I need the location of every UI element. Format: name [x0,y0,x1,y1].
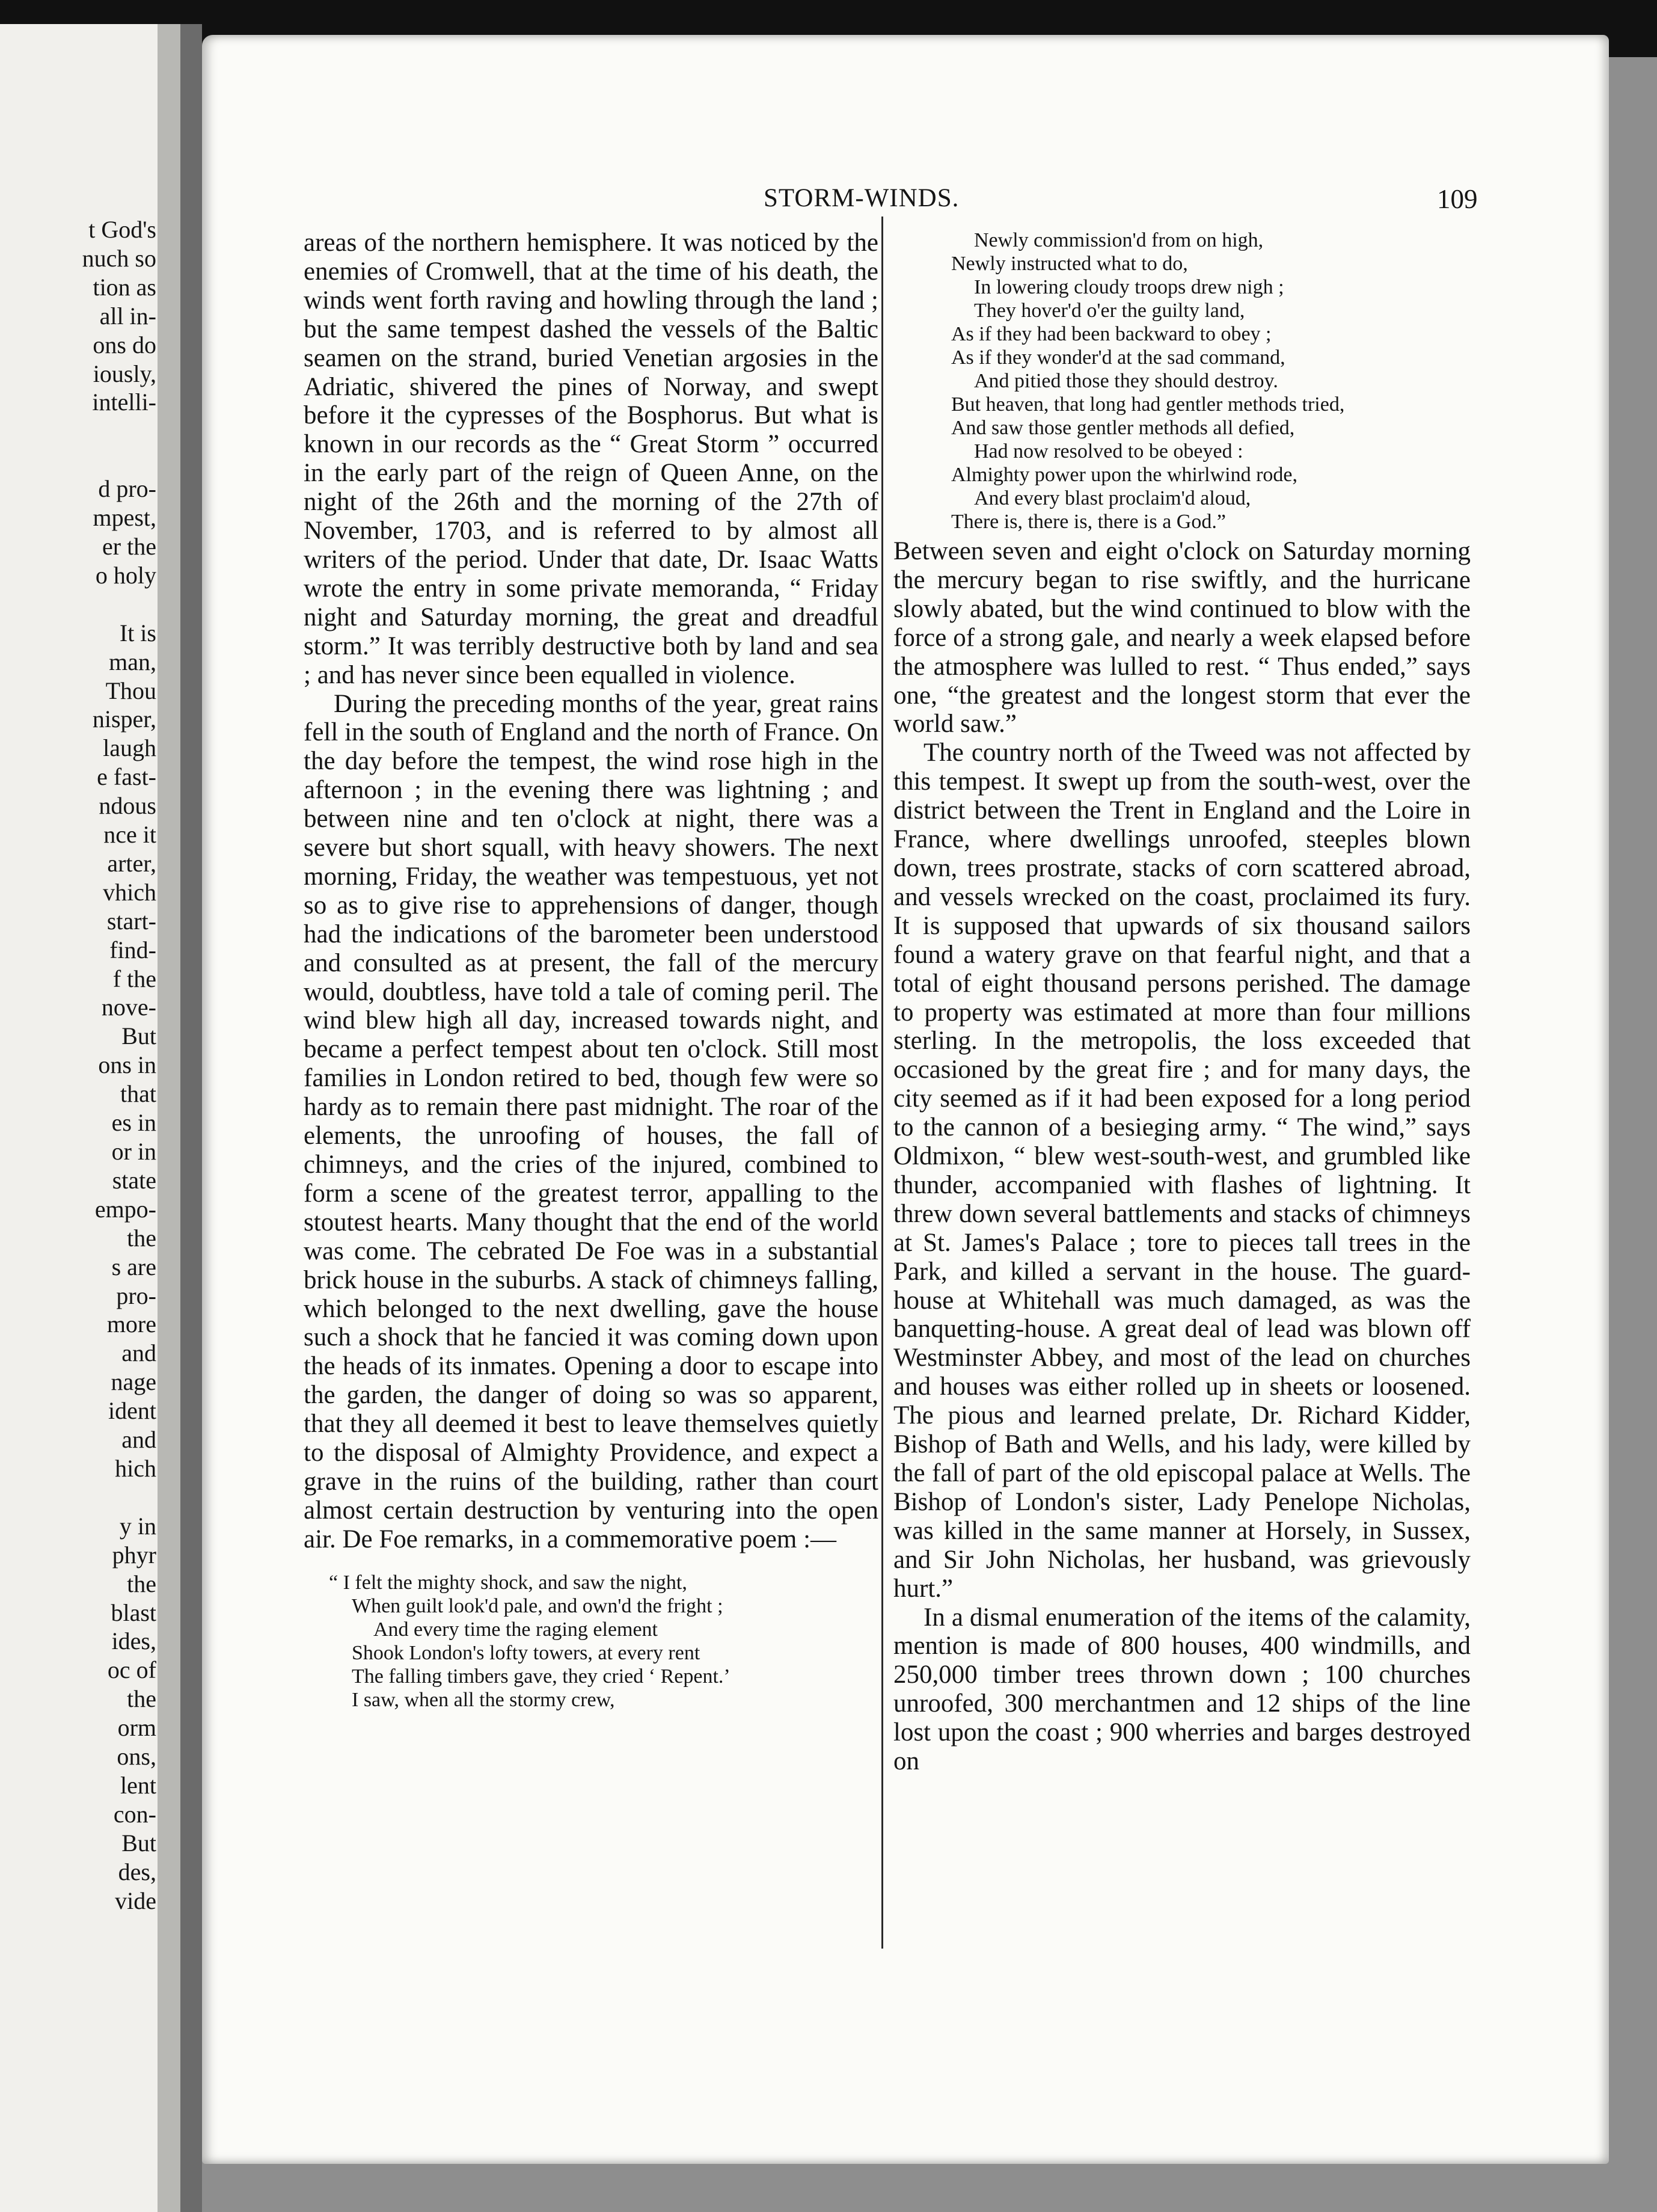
facing-page-fragment [82,417,156,446]
facing-page-fragment: oc of [107,1656,156,1684]
facing-page-text-fragments [82,215,156,1915]
facing-page-fragment: But [121,1022,156,1050]
facing-page-fragment: lent [120,1771,156,1799]
poem-line: And pitied those they should destroy. [974,370,1278,392]
facing-page-fragment: t God's [88,216,156,243]
poem-line: They hover'd o'er the guilty land, [974,300,1245,322]
poem-line: As if they had been backward to obey ; [951,323,1272,345]
facing-page-fragment: er the [102,532,156,560]
facing-page-fragment: laugh [103,734,156,762]
poem-line: But heaven, that long had gentler methods tried, [951,393,1345,416]
facing-page-fragment: con- [113,1800,156,1828]
facing-page-fragment: vide [115,1887,156,1914]
facing-page-fragment [82,1483,156,1512]
poem-line: There is, there is, there is a God.” [951,511,1226,533]
poem-quotation [304,1571,878,1712]
poem-line: Shook London's lofty towers, at every rent [352,1641,700,1664]
text-column-left [304,229,878,1712]
poem-line: And every blast proclaim'd aloud, [974,487,1251,509]
facing-page-fragment: intelli- [92,389,156,416]
column-rule [881,217,883,1949]
facing-page-fragment: des, [118,1858,156,1885]
facing-page-fragment: ndous [99,792,156,820]
facing-page-fragment: o holy [95,561,156,589]
facing-page-fragment: state [112,1166,156,1194]
poem-line: As if they wonder'd at the sad command, [951,346,1285,369]
facing-page-fragment: the [127,1224,156,1252]
facing-page-fragment: nisper, [92,705,156,733]
facing-page-fragment: nove- [101,994,156,1021]
book-gutter [180,24,202,2212]
facing-page-fragment: f the [112,965,156,992]
facing-page-fragment: and [121,1426,156,1454]
facing-page-fragment: phyr [112,1541,156,1568]
paragraph: areas of the northern hemisphere. It was noticed by the enemies of Cromwell, that at the time of his death, the winds went forth raving and howling through the land ; but the same tempest dashed the vessels of the Baltic seamen on the strand, buried Venetian argosies in the Adriatic, shivered the pines of Norway, and swept before it the cypresses of the Bosphorus. But what is known in our records as the “ Great Storm ” occurred in the early part of the reign of Queen Anne, on the night of the 26th and the morning of the 27th of November, 1703, and is referred to by almost all writers of the period. Under that date, Dr. Isaac Watts wrote the entry in some private memoranda, “ Friday night and Saturday morning, the great and dreadful storm.” It was terribly destructive both by land and sea ; and has never since been equalled in violence. [304,229,878,689]
facing-page-fragment: ident [108,1397,156,1425]
facing-page-fragment: ons, [117,1743,156,1771]
poem-quotation [893,229,1471,533]
poem-line: Newly commission'd from on high, [974,229,1264,251]
facing-page-edge [0,24,180,2212]
facing-page-fragment: and [121,1339,156,1367]
facing-page-fragment: e fast- [97,763,156,791]
facing-page-fragment: nce it [103,821,156,849]
paragraph: The country north of the Tweed was not affected by this tempest. It swept up from the south-west, over the district between the Trent in England and the Loire in France, where dwellings unroofed, steeples blown down, trees prostrate, stacks of corn scattered abroad, and vessels wrecked on the coast, proclaimed its fury. It is supposed that upwards of six thousand sailors found a watery grave on that fearful night, and that a total of eight thousand persons perished. The damage to property was estimated at more than four millions sterling. In the metropolis, the loss exceeded that occasioned by the great fire ; and for many days, the city seemed as if it had been exposed for a long period to the cannon of a besieging army. “ The wind,” says Oldmixon, “ blew west-south-west, and grumbled like thunder, accompanied with flashes of lightning. It threw down several battlements and stacks of chimneys at St. James's Palace ; tore to pieces tall trees in the Park, and killed a servant in the house. The guard-house at Whitehall was much damaged, as was the banquetting-house. A great deal of lead was blown off Westminster Abbey, and most of the lead on churches and houses was either rolled up in sheets or loosened. The pious and learned prelate, Dr. Richard Kidder, Bishop of Bath and Wells, and his lady, were killed by the fall of part of the old episcopal palace at Wells. The Bishop of London's sister, Lady Penelope Nicholas, was killed in the same manner at Horsely, in Sussex, and Sir John Nicholas, her husband, was grievously hurt.” [893,739,1471,1603]
paragraph: In a dismal enumeration of the items of the calamity, mention is made of 800 houses, 400 windmills, and 250,000 timber trees thrown down ; 100 churches unroofed, 300 merchantmen and 12 ships of the line lost upon the coast ; 900 wherries and barges destroyed on [893,1603,1471,1776]
facing-page-fragment: arter, [107,849,156,877]
poem-line: Had now resolved to be obeyed : [974,440,1243,462]
facing-page-fragment: all in- [99,302,156,330]
poem-line: The falling timbers gave, they cried ‘ Repent.’ [352,1665,730,1688]
facing-page-fragment: hich [115,1454,156,1482]
paragraph: Between seven and eight o'clock on Saturday morning the mercury began to rise swiftly, and the hurricane slowly abated, but the wind continued to blow with the force of a strong gale, and nearly a week elapsed before the atmosphere was lulled to rest. “ Thus ended,” says one, “the greatest and the longest storm that ever the world saw.” [893,537,1471,739]
facing-page-fragment: nage [111,1368,156,1396]
facing-page-fragment: vhich [103,878,156,906]
facing-page-fragment: find- [109,936,156,963]
facing-page-fragment: empo- [94,1195,156,1223]
poem-line: Newly instructed what to do, [951,253,1188,275]
paragraph: During the preceding months of the year, great rains fell in the south of England and the north of France. On the day before the tempest, the wind rose high in the afternoon ; in the evening there was lightning ; and between nine and ten o'clock at night, there was a severe but short squall, with heavy showers. The next morning, Friday, the weather was tempestuous, yet not so as to give rise to apprehensions of danger, though had the indications of the barometer been understood and consulted as at present, the fall of the mercury would, doubtless, have told a tale of coming peril. The wind blew high all day, increased towards night, and became a perfect tempest about ten o'clock. Still most families in London retired to bed, though few were so hardy as to remain there past midnight. The roar of the elements, the unroofing of houses, the fall of chimneys, and the cries of the injured, combined to form a scene of the greatest terror, appalling to the stoutest hearts. Many thought that the end of the world was come. The cebrated De Foe was in a substantial brick house in the suburbs. A stack of chimneys falling, which belonged to the next dwelling, gave the house such a shock that he fancied it was coming down upon the heads of its inmates. Opening a door to escape into the garden, the danger of doing so was so apparent, that they all deemed it best to leave themselves quietly to the disposal of Almighty Providence, and expect a grave in the ruins of the building, rather than court almost certain destruction by venturing into the open air. De Foe remarks, in a commemorative poem :— [304,689,878,1553]
facing-page-fragment: the [127,1685,156,1713]
poem-line: When guilt look'd pale, and own'd the fright ; [352,1594,723,1617]
facing-page-fragment: or in [111,1138,156,1165]
facing-page-fragment: start- [106,907,156,935]
facing-page-fragment [82,446,156,475]
facing-page-fragment: iously, [93,360,156,387]
running-head: STORM-WINDS. [764,184,960,212]
facing-page-fragment: Thou [105,677,156,704]
poem-line: And every time the raging element [373,1618,658,1641]
facing-page-fragment: orm [117,1714,156,1742]
facing-page-fragment: es in [111,1109,156,1137]
poem-line: I saw, when all the stormy crew, [352,1688,615,1711]
facing-page-fragment: y in [119,1512,156,1540]
facing-page-fragment: tion as [93,273,156,301]
facing-page-fragment: ons in [98,1051,156,1079]
facing-page-fragment: ides, [111,1627,156,1655]
poem-line: “ I felt the mighty shock, and saw the night, [329,1571,687,1594]
facing-page-shadow [158,24,180,2212]
facing-page-fragment: ons do [93,331,156,358]
poem-line: In lowering cloudy troops drew nigh ; [974,276,1284,298]
facing-page-fragment [82,590,156,619]
text-column-right [893,229,1471,1776]
facing-page-fragment: mpest, [93,504,156,532]
facing-page-fragment: blast [111,1599,156,1626]
page-number: 109 [1437,184,1478,214]
facing-page-fragment: d pro- [98,475,156,503]
facing-page-fragment: the [127,1570,156,1597]
facing-page-fragment: that [120,1080,156,1108]
facing-page-fragment: nuch so [82,244,156,272]
facing-page-fragment: It is [119,619,156,647]
facing-page-fragment: pro- [116,1282,156,1309]
facing-page-fragment: s are [111,1253,156,1280]
facing-page-fragment: more [106,1310,156,1338]
poem-line: And saw those gentler methods all defied, [951,417,1295,439]
poem-line: Almighty power upon the whirlwind rode, [951,464,1298,486]
facing-page-fragment: man, [109,648,156,675]
facing-page-fragment: But [121,1829,156,1857]
